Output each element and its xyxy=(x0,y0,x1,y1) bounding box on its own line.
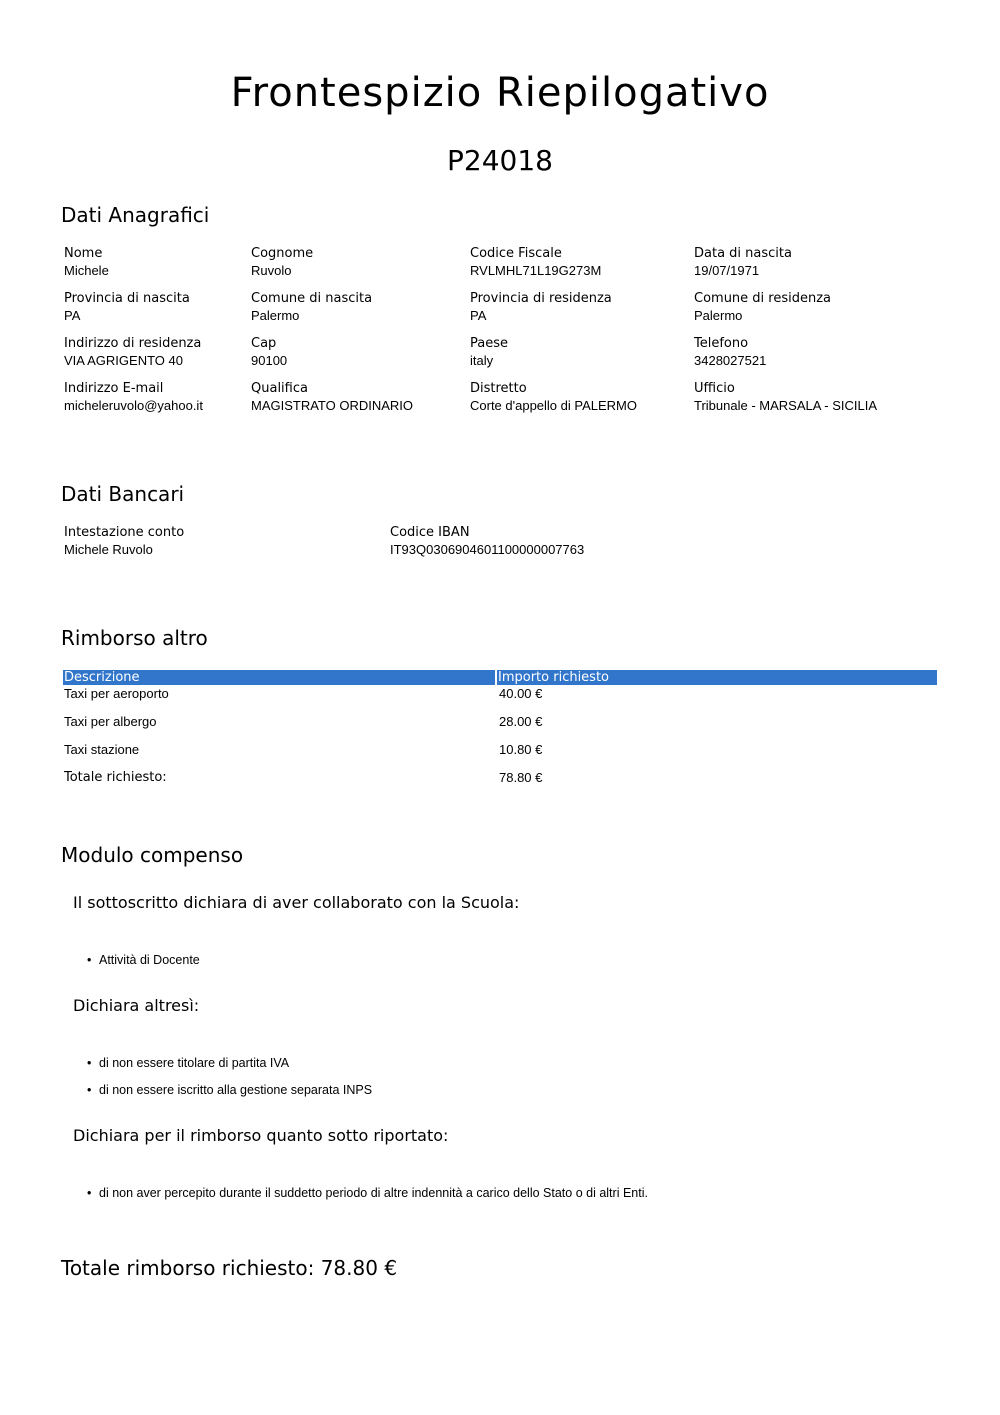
field-label: Data di nascita xyxy=(694,246,792,261)
field-value: Palermo xyxy=(694,308,743,323)
cell-descrizione: Taxi per aeroporto xyxy=(64,686,169,701)
field-data-di-nascita xyxy=(694,246,792,279)
section-heading-rimborso: Rimborso altro xyxy=(61,626,208,650)
field-nome xyxy=(64,246,109,279)
field-indirizzo-di-residenza xyxy=(64,336,201,369)
field-value: 19/07/1971 xyxy=(694,263,760,278)
list-item: • Attività di Docente xyxy=(87,953,200,967)
field-cognome xyxy=(251,246,313,279)
field-value: RVLMHL71L19G273M xyxy=(470,263,602,278)
field-paese xyxy=(470,336,508,369)
field-value: PA xyxy=(470,308,487,323)
field-value: Michele Ruvolo xyxy=(64,542,153,557)
column-header-importo: Importo richiesto xyxy=(497,670,937,685)
field-value: PA xyxy=(64,308,81,323)
cell-importo: 40.00 € xyxy=(499,686,543,701)
field-comune-di-residenza xyxy=(694,291,831,324)
field-intestazione-conto xyxy=(64,525,184,558)
modulo-subheading-altresi: Dichiara altresì: xyxy=(73,996,200,1015)
document-code: P24018 xyxy=(447,144,553,177)
field-label: Provincia di nascita xyxy=(64,291,190,306)
field-label: Indirizzo E-mail xyxy=(64,381,164,396)
field-cap xyxy=(251,336,287,369)
field-value: VIA AGRIGENTO 40 xyxy=(64,353,183,368)
section-heading-bancari: Dati Bancari xyxy=(61,482,185,506)
field-value: Palermo xyxy=(251,308,300,323)
field-value: Michele xyxy=(64,263,109,278)
section-heading-anagrafica: Dati Anagrafici xyxy=(61,203,210,227)
column-header-descrizione: Descrizione xyxy=(63,670,495,685)
field-telefono xyxy=(694,336,766,369)
field-value: Corte d'appello di PALERMO xyxy=(470,398,637,413)
field-label: Qualifica xyxy=(251,381,308,396)
bullet-icon: • xyxy=(87,1083,92,1097)
section-heading-modulo: Modulo compenso xyxy=(61,843,244,867)
totale-rimborso: Totale rimborso richiesto: 78.80 € xyxy=(61,1256,398,1280)
cell-descrizione: Totale richiesto: xyxy=(64,770,167,785)
list-item: • di non essere titolare di partita IVA xyxy=(87,1056,290,1070)
field-comune-di-nascita xyxy=(251,291,372,324)
field-label: Comune di nascita xyxy=(251,291,373,306)
field-label: Codice IBAN xyxy=(390,525,470,540)
field-qualifica xyxy=(251,381,413,414)
field-distretto xyxy=(470,381,637,414)
field-label: Comune di residenza xyxy=(694,291,832,306)
field-codice-fiscale xyxy=(470,246,601,279)
field-label: Indirizzo di residenza xyxy=(64,336,202,351)
table-header xyxy=(63,670,937,685)
field-label: Codice Fiscale xyxy=(470,246,562,261)
field-value: 3428027521 xyxy=(694,353,767,368)
field-provincia-di-residenza xyxy=(470,291,612,324)
bullet-icon: • xyxy=(87,1186,92,1200)
field-ufficio xyxy=(694,381,877,414)
list-item: • di non essere iscritto alla gestione separata INPS xyxy=(87,1083,373,1097)
bullet-icon: • xyxy=(87,953,92,967)
field-indirizzo-e-mail xyxy=(64,381,203,414)
cell-importo: 10.80 € xyxy=(499,742,543,757)
bullet-icon: • xyxy=(87,1056,92,1070)
cell-importo: 28.00 € xyxy=(499,714,543,729)
field-value: MAGISTRATO ORDINARIO xyxy=(251,398,414,413)
field-label: Cognome xyxy=(251,246,314,261)
field-value: micheleruvolo@yahoo.it xyxy=(64,398,203,413)
field-value: 90100 xyxy=(251,353,288,368)
field-codice-iban xyxy=(390,525,584,558)
modulo-subheading-collaborazione: Il sottoscritto dichiara di aver collaborato con la Scuola: xyxy=(73,893,520,912)
field-label: Nome xyxy=(64,246,103,261)
cell-descrizione: Taxi per albergo xyxy=(64,714,157,729)
cell-descrizione: Taxi stazione xyxy=(64,742,140,757)
field-label: Intestazione conto xyxy=(64,525,185,540)
field-value: Tribunale - MARSALA - SICILIA xyxy=(694,398,878,413)
field-value: IT93Q0306904601100000007763 xyxy=(390,542,585,557)
list-item: • di non aver percepito durante il suddetto periodo di altre indennità a carico dello Stato o di altri Enti. xyxy=(87,1186,648,1200)
field-value: Ruvolo xyxy=(251,263,292,278)
field-value: italy xyxy=(470,353,494,368)
page-title: Frontespizio Riepilogativo xyxy=(230,70,770,116)
field-label: Distretto xyxy=(470,381,527,396)
field-label: Telefono xyxy=(694,336,749,351)
field-label: Cap xyxy=(251,336,277,351)
field-label: Paese xyxy=(470,336,508,351)
modulo-subheading-rimborso: Dichiara per il rimborso quanto sotto riportato: xyxy=(73,1126,449,1145)
field-label: Provincia di residenza xyxy=(470,291,612,306)
cell-importo: 78.80 € xyxy=(499,770,543,785)
field-label: Ufficio xyxy=(694,381,735,396)
field-provincia-di-nascita xyxy=(64,291,190,324)
